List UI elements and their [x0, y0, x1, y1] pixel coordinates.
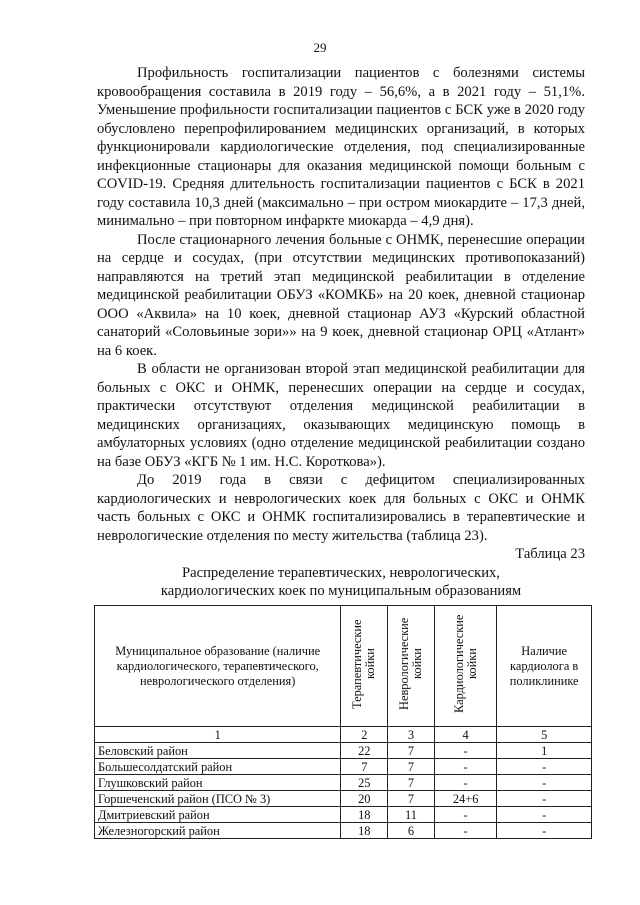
header-cardiological-label: Кардиологические койки: [451, 614, 479, 714]
table-row: [95, 759, 592, 775]
cardiological-beds: 24+6: [434, 791, 496, 807]
header-municipality: Муниципальное образование (наличие кардиологического, терапевтического, неврологического отделения): [95, 606, 341, 727]
therapeutic-beds: 7: [341, 759, 388, 775]
column-number: 5: [497, 727, 592, 743]
cardiological-beds: -: [434, 775, 496, 791]
neurological-beds: 11: [388, 807, 435, 823]
neurological-beds: 6: [388, 823, 435, 839]
neurological-beds: 7: [388, 743, 435, 759]
cardiological-beds: -: [434, 743, 496, 759]
municipality-name: Дмитриевский район: [95, 807, 341, 823]
cardiologist-presence: 1: [497, 743, 592, 759]
paragraph-hospitalization-profile: Профильность госпитализации пациентов с болезнями системы кровообращения составила в 2019 году – 56,6%, а в 2021 году – 51,1%. Уменьшение профильности госпитализации пациентов с БСК уже в 2020 году обусловлено перепрофилированием медицинских организаций, в которых функционировали кардиологические отделения, под специализированные инфекционные стационары для оказания медицинской помощи больным с COVID-19. Средняя длительность госпитализации пациентов с БСК в 2021 году составила 10,3 дней (максимально – при остром миокардите – 17,3 дней, минимально – при повторном инфаркте миокарда – 4,9 дня).: [97, 65, 585, 229]
paragraph-rehabilitation-second-stage: В области не организован второй этап медицинской реабилитации для больных с ОКС и ОНМК, перенесших операции на сердце и сосудах, практически отсутствуют отделения медицинской реабилитации в медицинских организациях, оказывающих медицинскую помощь в амбулаторных условиях (одно отделение медицинской реабилитации создано на базе ОБУЗ «КГБ № 1 им. Н.С. Короткова»).: [97, 361, 585, 470]
neurological-beds: 7: [388, 759, 435, 775]
header-cardiological: [434, 606, 496, 727]
municipality-name: Большесолдатский район: [95, 759, 341, 775]
cardiological-beds: -: [434, 759, 496, 775]
neurological-beds: 7: [388, 775, 435, 791]
header-neurological: [388, 606, 435, 727]
table-row: [95, 823, 592, 839]
table-title: [97, 564, 585, 601]
header-therapeutic-label: Терапевтические койки: [350, 619, 378, 709]
cardiologist-presence: -: [497, 759, 592, 775]
therapeutic-beds: 20: [341, 791, 388, 807]
table-label: Таблица 23: [515, 546, 585, 562]
cardiological-beds: -: [434, 823, 496, 839]
cardiologist-presence: -: [497, 823, 592, 839]
therapeutic-beds: 18: [341, 807, 388, 823]
municipality-name: Глушковский район: [95, 775, 341, 791]
column-number: 3: [388, 727, 435, 743]
cardiologist-presence: -: [497, 807, 592, 823]
municipality-name: Горшеченский район (ПСО № 3): [95, 791, 341, 807]
beds-table: [94, 605, 592, 839]
neurological-beds: 7: [388, 791, 435, 807]
therapeutic-beds: 25: [341, 775, 388, 791]
table-header-row: [95, 606, 592, 727]
municipality-name: Беловский район: [95, 743, 341, 759]
header-neurological-label: Неврологические койки: [397, 617, 425, 711]
table-row: [95, 743, 592, 759]
cardiologist-presence: -: [497, 791, 592, 807]
column-number-row: [95, 727, 592, 743]
municipality-name: Железногорский район: [95, 823, 341, 839]
column-number: 4: [434, 727, 496, 743]
header-therapeutic: [341, 606, 388, 727]
table-title-line1: Распределение терапевтических, неврологических,: [182, 564, 500, 581]
therapeutic-beds: 22: [341, 743, 388, 759]
table-row: [95, 791, 592, 807]
body-text: [97, 64, 585, 601]
header-cardiologist: Наличие кардиолога в поликлинике: [497, 606, 592, 727]
column-number: 1: [95, 727, 341, 743]
table-row: [95, 775, 592, 791]
cardiologist-presence: -: [497, 775, 592, 791]
cardiological-beds: -: [434, 807, 496, 823]
table-title-line2: кардиологических коек по муниципальным образованиям: [160, 583, 522, 599]
paragraph-rehabilitation-third-stage: После стационарного лечения больные с ОНМК, перенесшие операции на сердце и сосудах, (при отсутствии медицинских противопоказаний) направляются на третий этап медицинской реабилитации в отделение медицинской реабилитации ОБУЗ «КОМКБ» на 20 коек, дневной стационар ООО «Аквила» на 10 коек, дневной стационар АУЗ «Курский областной санаторий «Соловьиные зори»» на 9 коек, дневной стационар ОРЦ «Атлант» на 6 коек.: [97, 231, 585, 359]
column-number: 2: [341, 727, 388, 743]
therapeutic-beds: 18: [341, 823, 388, 839]
paragraph-bed-shortage: До 2019 года в связи с дефицитом специализированных кардиологических и неврологических коек для больных с ОКС и ОНМК часть больных с ОКС и ОНМК госпитализировались в терапевтические и неврологические отделения по месту жительства (таблица 23).: [97, 472, 585, 544]
page-number: 29: [313, 40, 327, 55]
table-row: [95, 807, 592, 823]
